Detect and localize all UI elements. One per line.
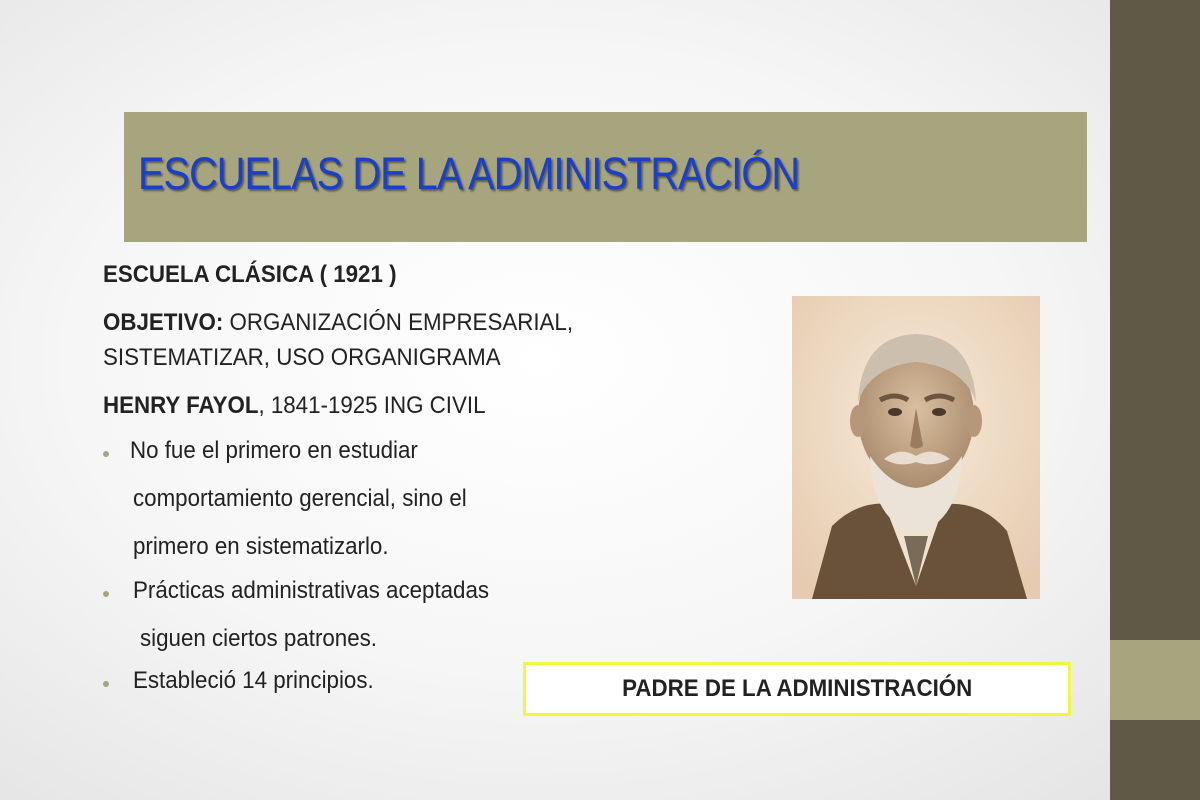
bullet-1-line-2: comportamiento gerencial, sino el — [133, 485, 467, 512]
bullet-dot — [103, 681, 109, 687]
portrait-illustration — [792, 296, 1040, 599]
objective-label: OBJETIVO: — [103, 309, 224, 336]
person-name: HENRY FAYOL — [103, 392, 259, 419]
bullet-3-line-1: Estableció 14 principios. — [133, 667, 374, 694]
objective-text-2: SISTEMATIZAR, USO ORGANIGRAMA — [103, 344, 501, 371]
side-decorative-block — [1110, 640, 1200, 720]
bullet-1-line-3: primero en sistematizarlo. — [133, 533, 389, 560]
bullet-dot — [103, 591, 109, 597]
bullet-2-line-1: Prácticas administrativas aceptadas — [133, 577, 490, 604]
objective-line-1 — [103, 309, 573, 337]
person-details: , 1841-1925 ING CIVIL — [258, 392, 486, 419]
bullet-2-line-2: siguen ciertos patrones. — [140, 625, 377, 652]
bullet-dot — [103, 451, 109, 457]
person-line — [103, 392, 486, 420]
objective-text-1: ORGANIZACIÓN EMPRESARIAL, — [223, 309, 574, 336]
badge-label: PADRE DE LA ADMINISTRACIÓN — [621, 675, 973, 702]
bullet-1-line-1: No fue el primero en estudiar — [130, 437, 418, 464]
father-of-administration-badge — [523, 662, 1071, 716]
portrait-image — [792, 296, 1040, 599]
school-heading: ESCUELA CLÁSICA ( 1921 ) — [103, 261, 397, 288]
slide-title: ESCUELAS DE LA ADMINISTRACIÓN — [138, 148, 800, 199]
